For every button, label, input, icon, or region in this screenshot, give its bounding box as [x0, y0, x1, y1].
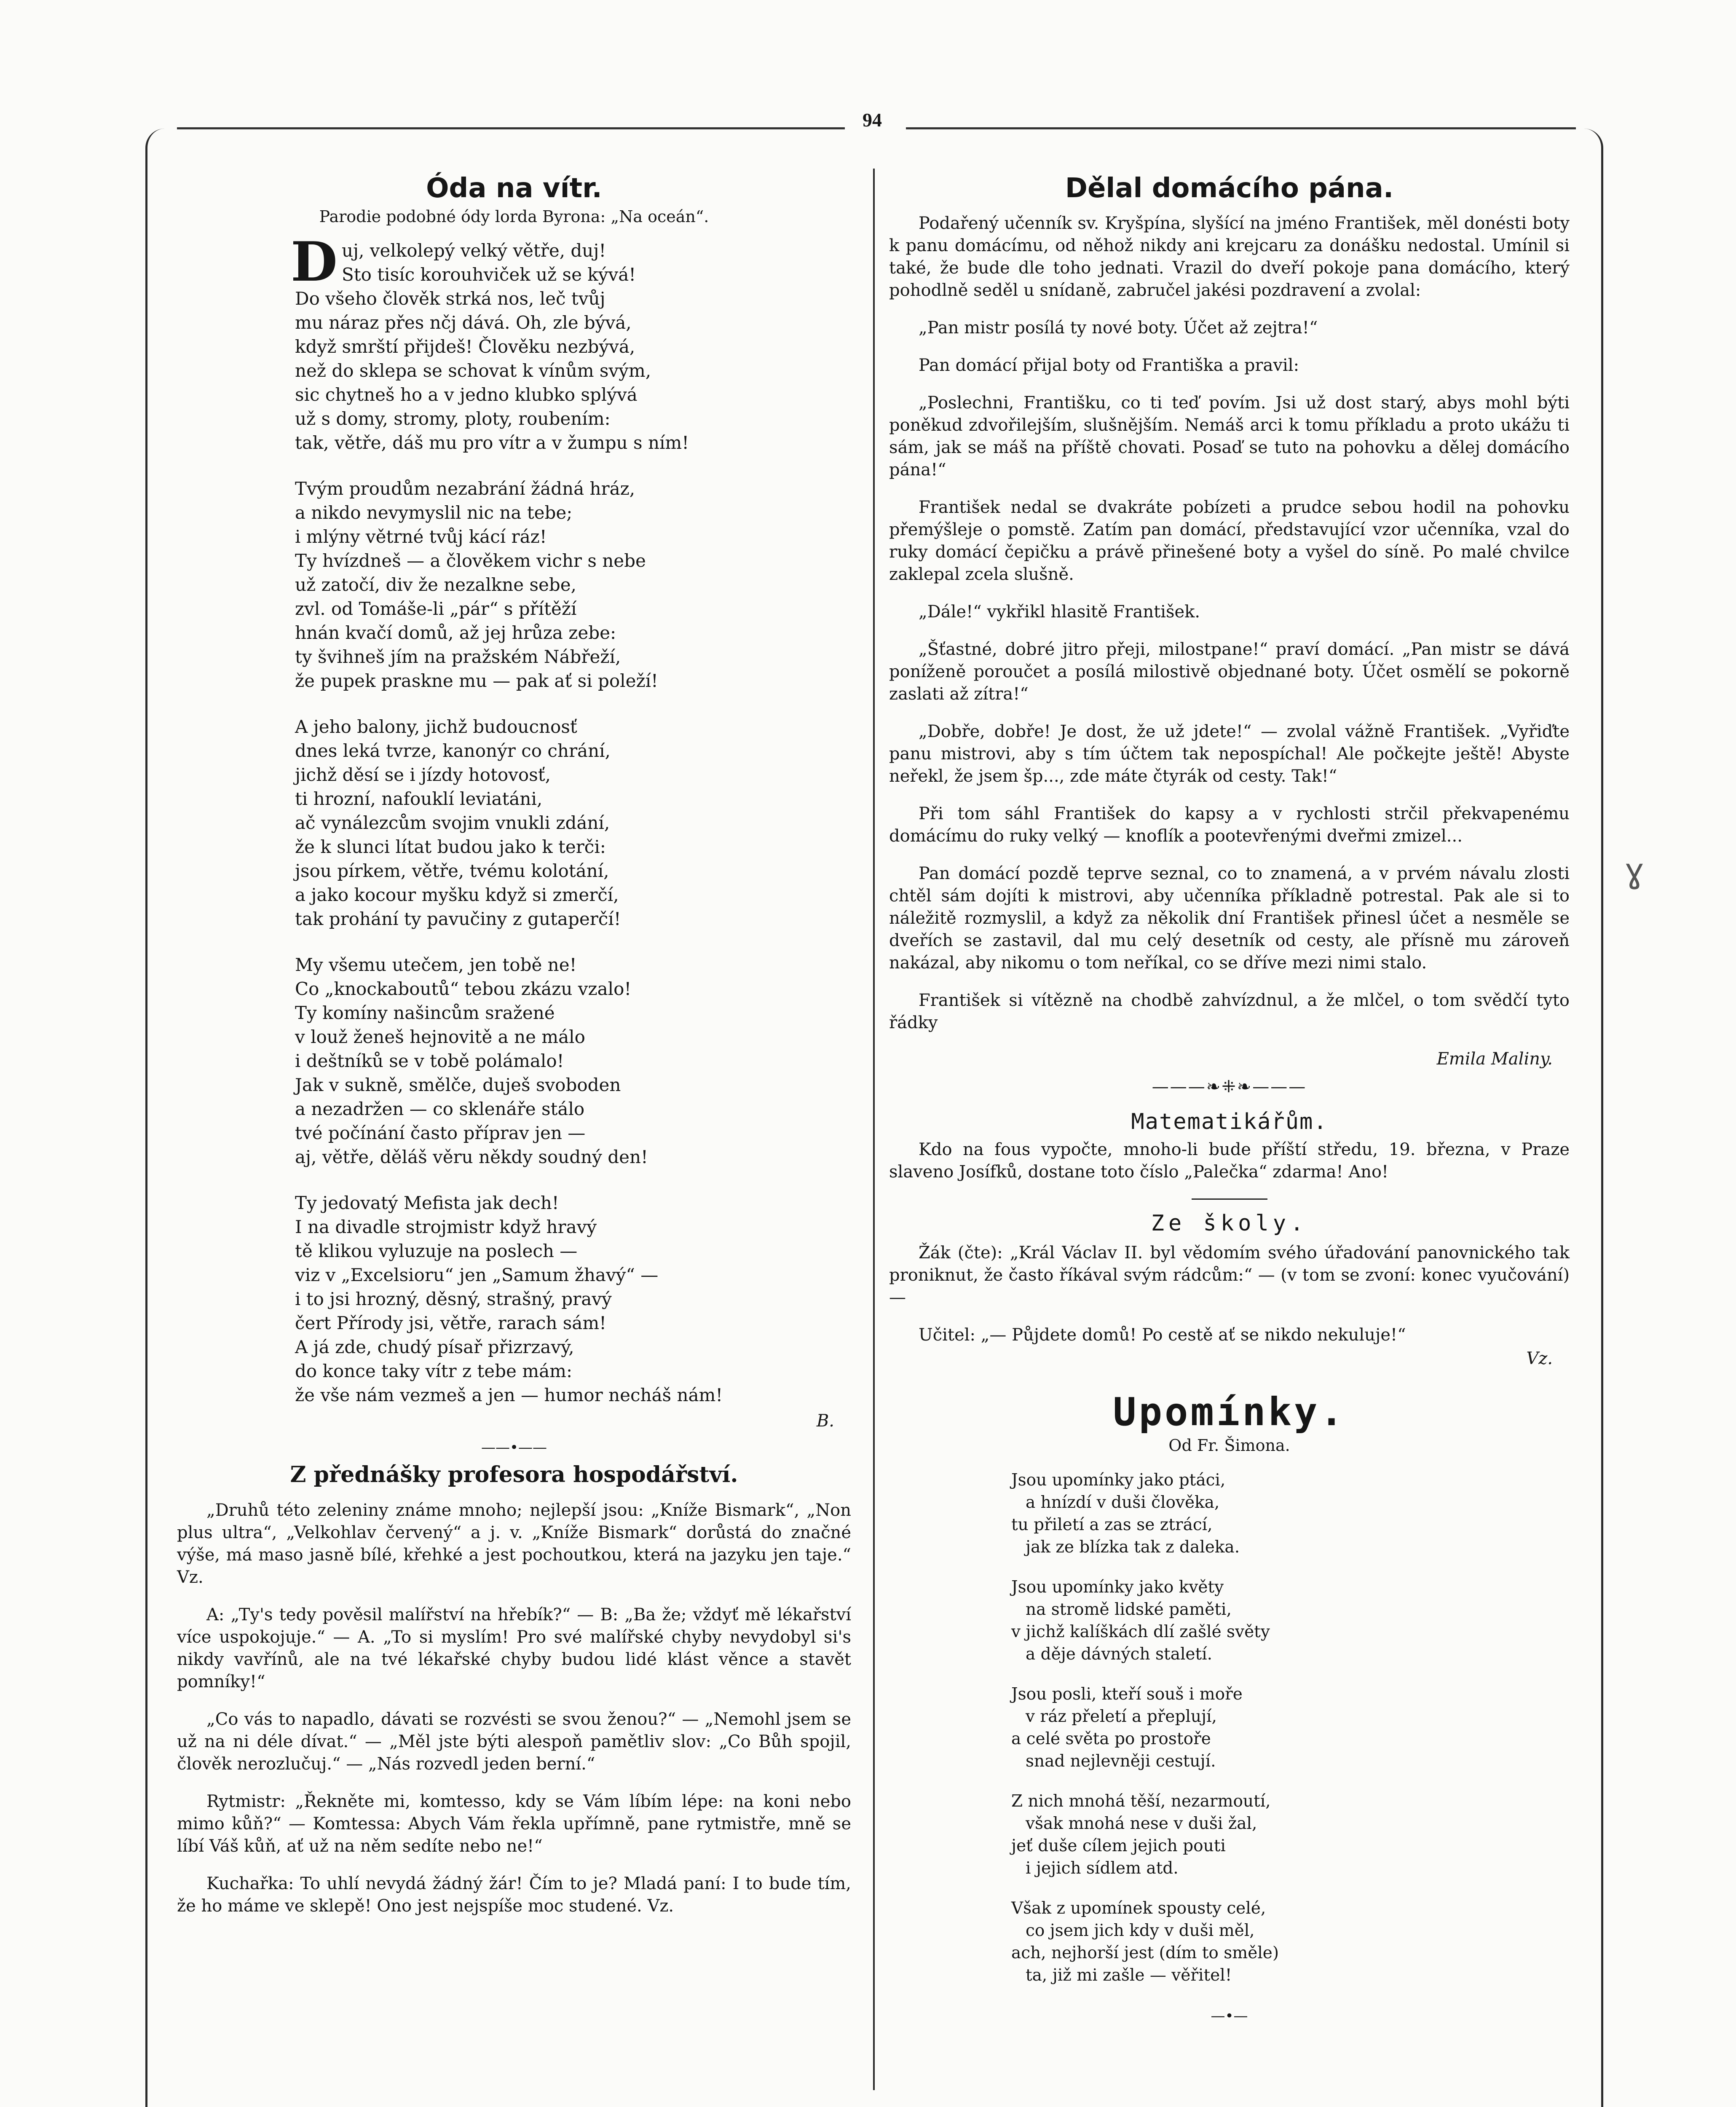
- delal-paragraph: Pan domácí pozdě teprve seznal, co to znamená, a v prvém návalu zlosti chtěl sám dojíti k mistrovi, aby učenníka příkladně potrestal. Pak ale si to náležitě rozmyslil, a když za několik dní František přinesl účet a nesměle se dveřích se zastavil, dal mu celý desetník od cesty, ale přísně mu zároveň nakázal, aby nikomu o tom neříkal, co se dříve mezi nimi stalo.: [889, 864, 1570, 973]
- poem-line: A já zde, chudý písař přizrzavý,: [295, 1337, 574, 1357]
- poem-line: na stromě lidské paměti,: [1026, 1600, 1232, 1619]
- poem-line: viz v „Excelsioru“ jen „Samum žhavý“ —: [295, 1265, 659, 1285]
- poem-line: Jak v sukně, smělče, duješ svoboden: [295, 1075, 621, 1095]
- poem-line: Ty hvízdneš — a člověkem vichr s nebe: [295, 550, 646, 571]
- poem-line: ač vynálezcům svojim vnukli zdání,: [295, 812, 610, 833]
- right-column: [889, 164, 1570, 2030]
- ze-skoly-text: Žák (čte): „Král Václav II. byl vědomím svého úřadování panovnického tak proniknut, že často říkával svým rádcům:“ — (v tom se zvoní: konec vyučování) —: [889, 1243, 1570, 1307]
- short-rule: [1192, 1198, 1267, 1200]
- delal-paragraph: „Dále!“ vykřikl hlasitě František.: [919, 602, 1200, 622]
- poem-line: jeť duše cílem jejich pouti: [1011, 1836, 1226, 1855]
- delal-title: Dělal domácího pána.: [1065, 173, 1394, 204]
- matematik-text: Kdo na fous vypočte, mnoho-li bude příští středu, 19. března, v Praze slaveno Josífků, dostane toto číslo „Palečka“ zdarma! Ano!: [889, 1140, 1570, 1182]
- delal-paragraph: Podařený učenník sv. Kryšpína, slyšící na jméno František, měl donésti boty k panu domácímu, od něhož nikdy ani krejcaru za donášku nedostal. Umínil si také, že bude dle toho jednati. Vrazil do dveří pokoje pana domácího, který pohodlně seděl u snídaně, zabručel jakési pozdravení a zvolal:: [889, 214, 1570, 300]
- delal-paragraph: Při tom sáhl František do kapsy a v rychlosti strčil překvapenému domácímu do ruky velký — knoflík a pootevřenými dveřmi zmizel...: [889, 804, 1570, 846]
- oda-poem: [177, 231, 851, 1407]
- poem-line: uj, velkolepý velký větře, duj!: [342, 240, 606, 261]
- oda-stanza: [291, 231, 851, 455]
- poem-line: že vše nám vezmeš a jen — humor necháš nám!: [295, 1385, 723, 1405]
- poem-line: tu přiletí a zas se ztrácí,: [1011, 1515, 1213, 1534]
- poem-line: když smrští přijdeš! Člověku nezbývá,: [295, 336, 635, 357]
- oda-signature: B.: [816, 1411, 834, 1431]
- poem-line: jichž děsí se i jízdy hotovosť,: [295, 764, 551, 785]
- poem-line: Sto tisíc korouhviček už se kývá!: [342, 264, 636, 285]
- poem-line: v louž ženeš hejnovitě a ne málo: [295, 1027, 585, 1047]
- upominky-stanza: [1011, 1576, 1570, 1665]
- poem-line: než do sklepa se schovat k vínům svým,: [295, 360, 651, 381]
- prednaska-paragraph: Rytmistr: „Řekněte mi, komtesso, kdy se Vám líbím lépe: na koni nebo mimo kůň?“ — Komtessa: Abych Vám řekla upřímně, pane rytmistře, mně se líbí Váš kůň, ať už na něm sedíte nebo ne!“: [177, 1792, 851, 1856]
- poem-line: snad nejlevněji cestují.: [1026, 1752, 1216, 1771]
- poem-line: už zatočí, div že nezalkne sebe,: [295, 574, 576, 595]
- poem-line: ta, již mi zašle — věřitel!: [1026, 1966, 1232, 1985]
- poem-line: a hnízdí v duši člověka,: [1026, 1493, 1220, 1512]
- oda-title: Óda na vítr.: [426, 173, 602, 204]
- poem-line: i mlýny větrné tvůj kácí ráz!: [295, 526, 547, 547]
- poem-line: Z nich mnohá těší, nezarmoutí,: [1011, 1792, 1271, 1811]
- poem-line: tak, větře, dáš mu pro vítr a v žumpu s ním!: [295, 432, 689, 453]
- prednaska-paragraph: „Druhů této zeleniny známe mnoho; nejlepší jsou: „Kníže Bismark“, „Non plus ultra“, „Velkohlav červený“ a j. v. „Kníže Bismark“ dorůstá do značné výše, má maso jasně bílé, křehké a jest pochoutkou, která na jazyku jen taje.“ Vz.: [177, 1501, 851, 1587]
- prednaska-paragraph: „Co vás to napadlo, dávati se rozvésti se svou ženou?“ — „Nemohl jsem se už na ni déle dívat.“ — „Měl jste býti alespoň pamětliv slov: „Co Bůh spojil, člověk nerozlučuj.“ — „Nás rozvedl jeden berní.“: [177, 1710, 851, 1774]
- poem-line: Co „knockaboutů“ tebou zkázu vzalo!: [295, 978, 632, 999]
- upominky-stanza: [1011, 1683, 1570, 1772]
- ze-skoly-title: Ze školy.: [1151, 1211, 1308, 1236]
- delal-paragraph: František si vítězně na chodbě zahvízdnul, a že mlčel, o tom svědčí tyto řádky: [889, 991, 1570, 1032]
- upominky-byline: Od Fr. Šimona.: [1168, 1436, 1290, 1455]
- poem-line: tvé počínání často příprav jen —: [295, 1123, 586, 1143]
- poem-line: sic chytneš ho a v jedno klubko splývá: [295, 384, 638, 405]
- ze-skoly-text-2: Učitel: „— Půjdete domů! Po cestě ať se nikdo nekuluje!“: [919, 1325, 1406, 1345]
- poem-line: Jsou upomínky jako květy: [1011, 1578, 1224, 1597]
- delal-paragraph: František nedal se dvakráte pobízeti a prudce sebou hodil na pohovku přemýšleje o pomstě. Zatím pan domácí, představující vzor učenníka, vzal do ruky domácí čepičku a právě přinešené boty a vyšel do síně. Po malé chvilce zaklepal zcela slušně.: [889, 498, 1570, 584]
- poem-line: hnán kvačí domů, až jej hrůza zebe:: [295, 622, 616, 643]
- poem-line: Jsou upomínky jako ptáci,: [1011, 1471, 1226, 1490]
- oda-stanza: [295, 715, 851, 931]
- poem-line: a celé světa po prostoře: [1011, 1729, 1211, 1748]
- end-mark: —•—: [1211, 2008, 1248, 2024]
- oda-subtitle: Parodie podobné ódy lorda Byrona: „Na oceán“.: [319, 207, 709, 226]
- poem-line: do konce taky vítr z tebe mám:: [295, 1361, 573, 1381]
- poem-line: tak prohání ty pavučiny z gutaperčí!: [295, 909, 621, 929]
- ze-skoly-signature: Vz.: [1526, 1349, 1553, 1368]
- poem-line: tě klikou vyluzuje na poslech —: [295, 1241, 578, 1261]
- poem-line: Tvým proudům nezabrání žádná hráz,: [295, 478, 635, 499]
- upominky-poem: [1011, 1469, 1570, 1986]
- poem-line: Do všeho člověk strká nos, leč tvůj: [295, 288, 605, 309]
- delal-signature: Emila Maliny.: [1436, 1049, 1553, 1069]
- poem-line: Jsou posli, kteří souš i moře: [1011, 1685, 1243, 1704]
- poem-line: co jsem jich kdy v duši měl,: [1026, 1921, 1255, 1940]
- delal-paragraph: „Pan mistr posílá ty nové boty. Účet až zejtra!“: [919, 318, 1318, 338]
- prednaska-title: Z přednášky profesora hospodářství.: [290, 1462, 738, 1488]
- ze-skoly-body: [889, 1242, 1570, 1346]
- poem-line: i to jsi hrozný, děsný, strašný, pravý: [295, 1289, 612, 1309]
- prednaska-body: [177, 1499, 851, 1917]
- poem-line: My všemu utečem, jen tobě ne!: [295, 954, 577, 975]
- prednaska-paragraph: A: „Ty's tedy pověsil malířství na hřebík?“ — B: „Ba že; vždyť mě lékařství více uspokojuje.“ — A. „To si myslím! Pro své malířské chyby nevydobyl si's nikdy vavřínů, ale na tvé lékařské chyby budou lidé klást věnce a stavět pomníky!“: [177, 1605, 851, 1691]
- poem-line: Však z upomínek spousty celé,: [1011, 1899, 1266, 1918]
- delal-paragraph: „Poslechni, Františku, co ti teď povím. Jsi už dost starý, abys mohl býti poněkud zdvořilejším, slušnějším. Nemáš arci k tomu příkladu a proto ukážu ti sám, jak se máš na příště chovati. Posaď se tuto na pohovku a dělej domácího pána!“: [889, 393, 1570, 480]
- poem-line: a nezadržen — co sklenáře stálo: [295, 1099, 585, 1119]
- prednaska-paragraph: Kuchařka: To uhlí nevydá žádný žár! Čím to je? Mladá paní: I to bude tím, že ho máme ve sklepě! Ono jest nejspíše moc studené. Vz.: [177, 1874, 851, 1916]
- upominky-stanza: [1011, 1897, 1570, 1986]
- matematik-title: Matematikářům.: [1131, 1109, 1328, 1134]
- page-number: 94: [863, 109, 882, 131]
- poem-line: mu náraz přes nčj dává. Oh, zle bývá,: [295, 312, 632, 333]
- margin-pencil-mark: ɣ: [1624, 851, 1645, 890]
- poem-line: ti hrozní, nafouklí leviatáni,: [295, 788, 543, 809]
- poem-line: dnes leká tvrze, kanonýr co chrání,: [295, 740, 611, 761]
- delal-paragraph: „Dobře, dobře! Je dost, že už jdete!“ — zvolal vážně František. „Vyřiďte panu mistrovi, aby s tím účtem tak nepospíchal! Ale počkejte ještě! Abyste neřekl, že jsem šp..., zde máte čtyrák od cesty. Tak!“: [889, 722, 1570, 786]
- delal-body: [889, 212, 1570, 1034]
- poem-line: čert Přírody jsi, větře, rarach sám!: [295, 1313, 607, 1333]
- poem-line: a děje dávných staletí.: [1026, 1645, 1213, 1664]
- poem-line: ty švihneš jím na pražském Nábřeží,: [295, 646, 621, 667]
- poem-line: že pupek praskne mu — pak ať si poleží!: [295, 670, 658, 691]
- poem-line: jak ze blízka tak z daleka.: [1026, 1538, 1240, 1557]
- poem-line: Ty komíny našincům sražené: [295, 1003, 555, 1023]
- poem-line: i deštníků se v tobě polámalo!: [295, 1051, 564, 1071]
- poem-line: že k slunci lítat budou jako k terči:: [295, 836, 606, 857]
- poem-line: však mnohá nese v duši žal,: [1026, 1814, 1257, 1833]
- ornament-divider: ———❧⁜❧———: [1152, 1077, 1307, 1096]
- upominky-stanza: [1011, 1790, 1570, 1879]
- column-divider: [873, 169, 875, 2090]
- poem-line: I na divadle strojmistr když hravý: [295, 1217, 597, 1237]
- poem-line: už s domy, stromy, ploty, roubením:: [295, 408, 611, 429]
- poem-line: aj, větře, děláš věru někdy soudný den!: [295, 1147, 648, 1167]
- poem-line: zvl. od Tomáše-li „pár“ s přítěží: [295, 598, 577, 619]
- poem-line: i jejich sídlem atd.: [1026, 1859, 1179, 1878]
- upominky-title: Upomínky.: [1113, 1389, 1346, 1434]
- poem-line: v jichž kalíškách dlí zašlé světy: [1011, 1622, 1270, 1641]
- poem-line: jsou pírkem, větře, tvému kolotání,: [295, 860, 609, 881]
- poem-line: A jeho balony, jichž budoucnosť: [295, 716, 577, 737]
- delal-paragraph: Pan domácí přijal boty od Františka a pravil:: [919, 356, 1299, 375]
- poem-line: a jako kocour myšku když si zmerčí,: [295, 885, 619, 905]
- left-column: [177, 164, 851, 1933]
- upominky-stanza: [1011, 1469, 1570, 1558]
- delal-paragraph: „Šťastné, dobré jitro přeji, milostpane!“ praví domácí. „Pan mistr se dává poníženě poroučet a posílá milostivě objednané boty. Účet osmělí se pokorně zaslati až zítra!“: [889, 640, 1570, 704]
- oda-stanza: [295, 1191, 851, 1407]
- oda-stanza: [295, 477, 851, 693]
- dropcap: D: [291, 231, 338, 294]
- poem-line: v ráz přeletí a přeplují,: [1026, 1707, 1217, 1726]
- poem-line: ach, nejhorší jest (dím to směle): [1011, 1943, 1279, 1962]
- oda-stanza: [295, 953, 851, 1169]
- matematik-body: [889, 1139, 1570, 1183]
- separator-rule: ——•——: [481, 1439, 547, 1456]
- poem-line: Ty jedovatý Mefista jak dech!: [295, 1193, 559, 1213]
- poem-line: a nikdo nevymyslil nic na tebe;: [295, 502, 573, 523]
